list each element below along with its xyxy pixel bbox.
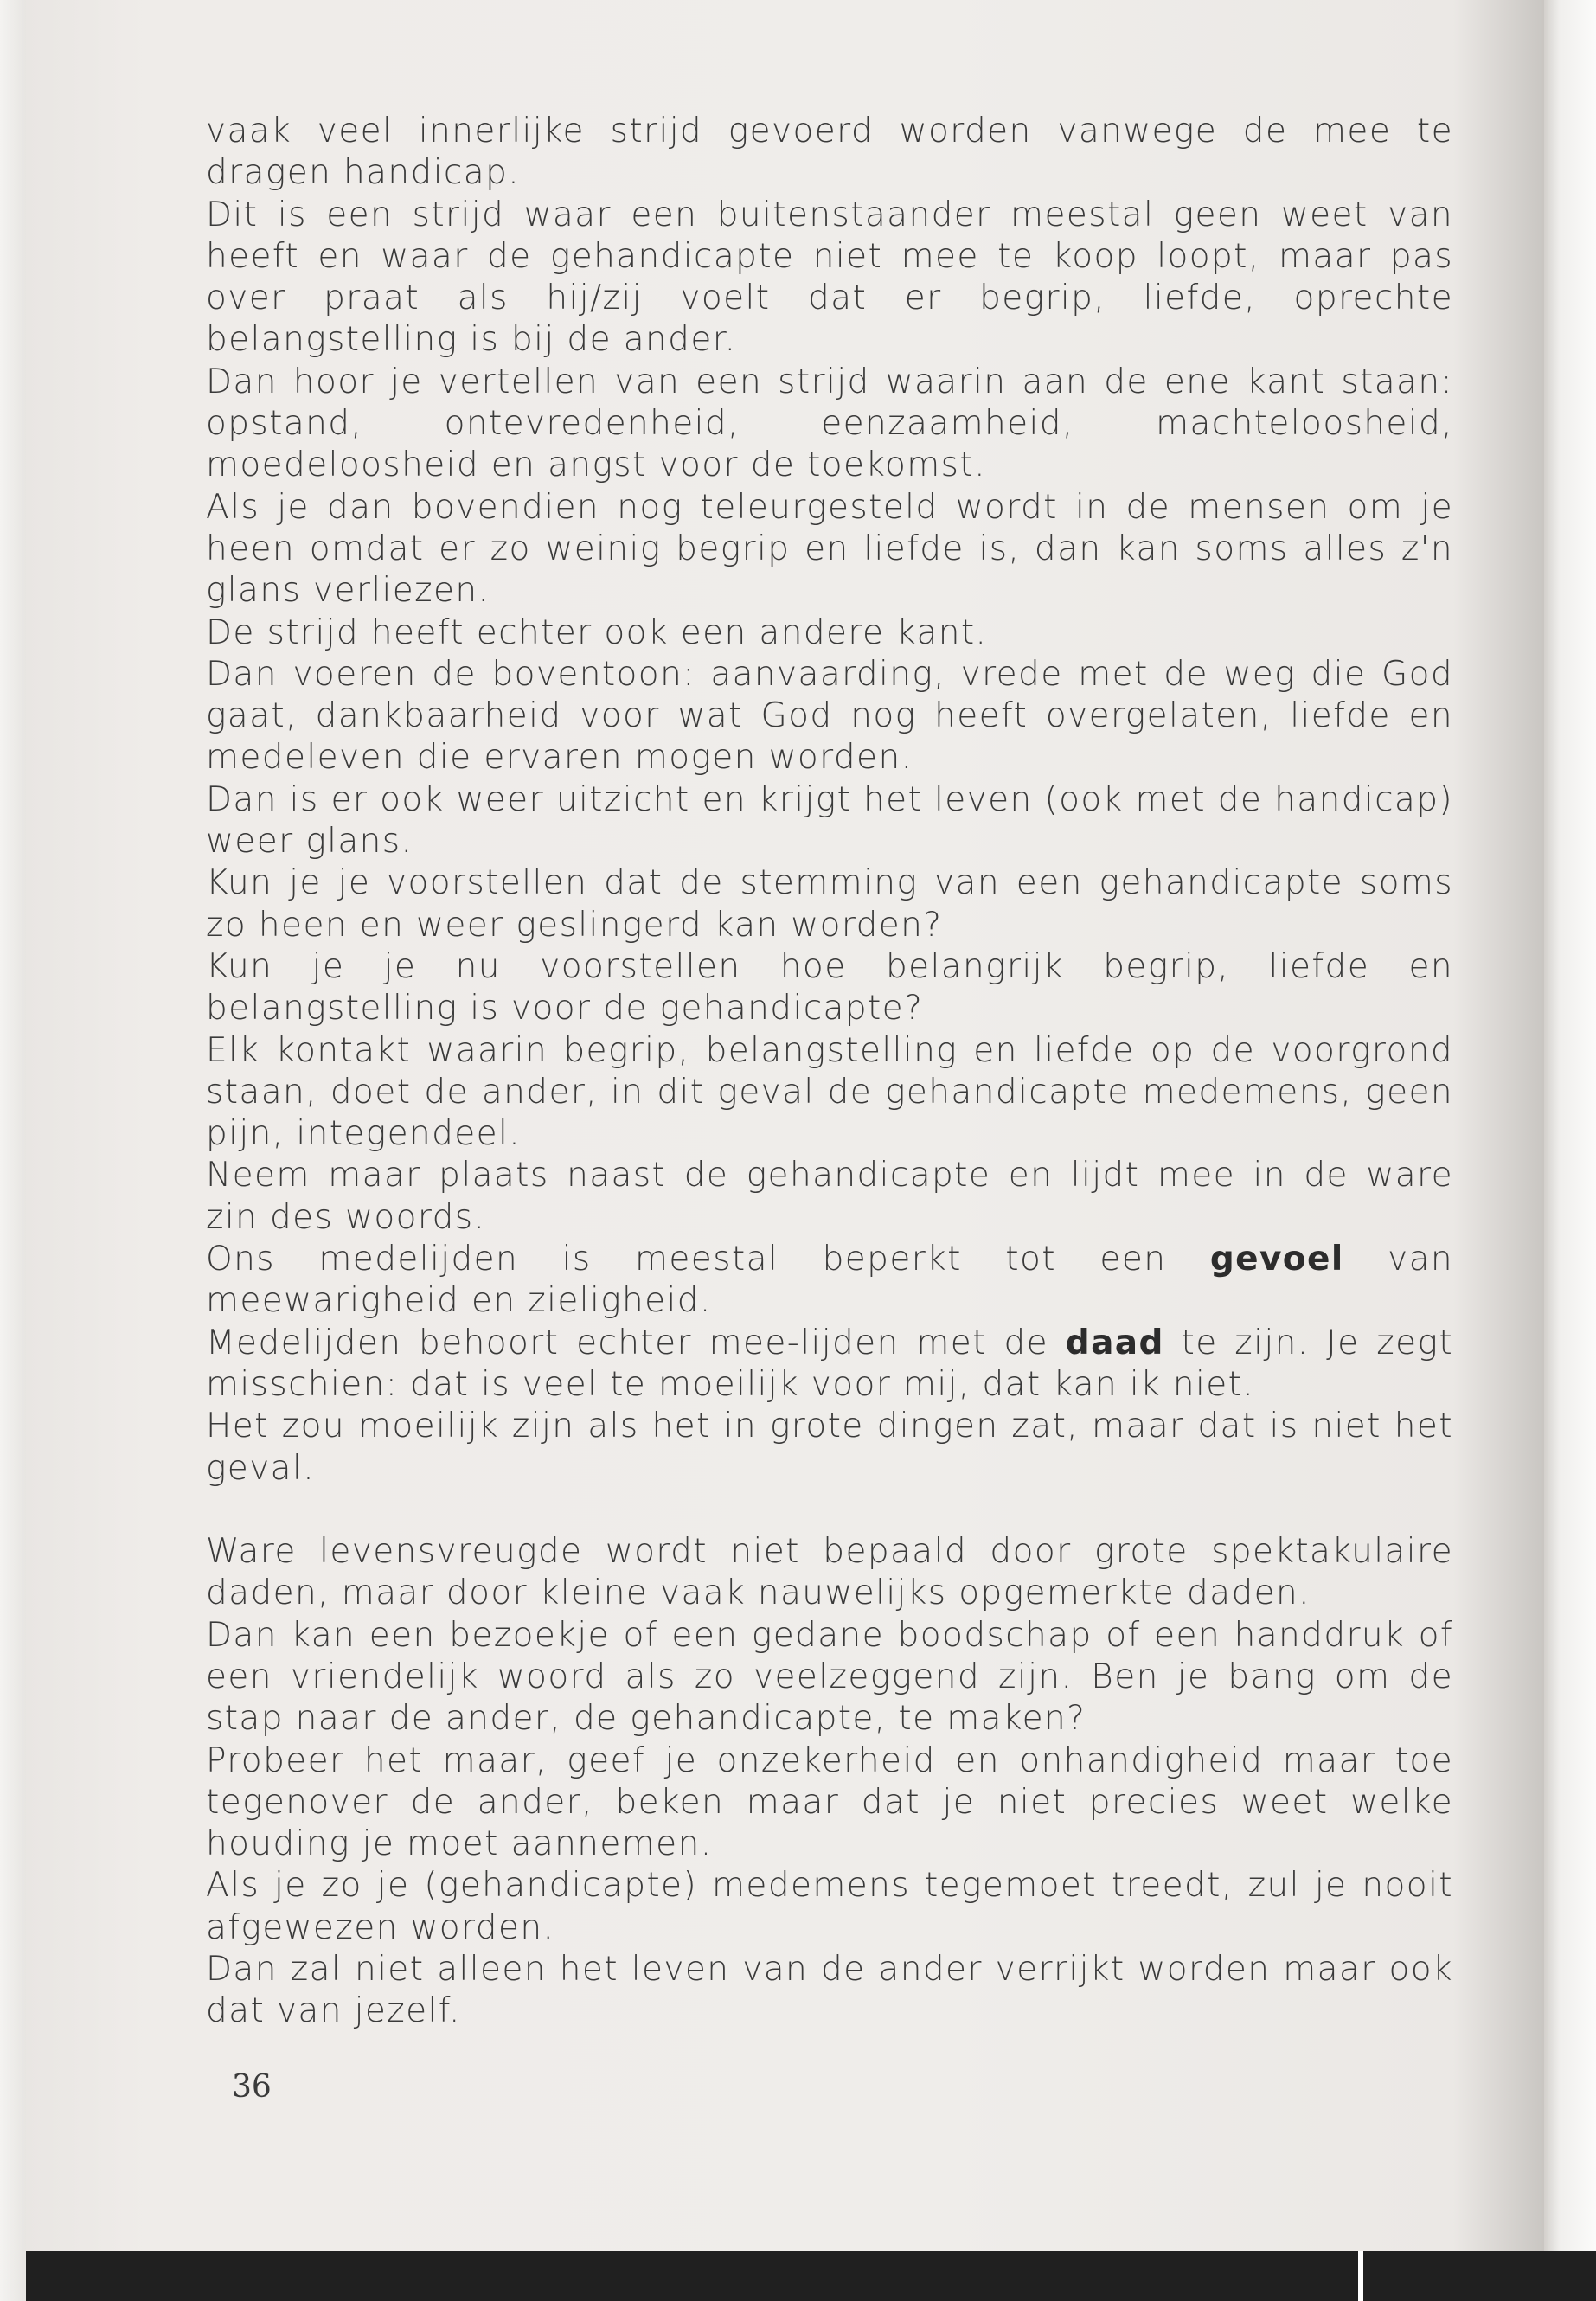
paragraph: vaak veel innerlijke strijd gevoerd worden vanwege de mee te dragen handicap. <box>206 112 1453 193</box>
paragraph: Elk kontakt waarin begrip, belangstelling en liefde op de voorgrond staan, doet de ander, in dit geval de gehandicapte medemens, geen pijn, integendeel. <box>206 1030 1453 1154</box>
paragraph: Probeer het maar, geef je onzekerheid en onhandigheid maar toe tegenover de ander, beken maar dat je niet precies weet welke houding je moet aannemen. <box>206 1740 1453 1864</box>
text-run: Ons medelijden is meestal beperkt tot een <box>206 1240 1210 1279</box>
paragraph: Dan zal niet alleen het leven van de ander verrijkt worden maar ook dat van jezelf. <box>206 1950 1453 2031</box>
book-spine-edge <box>0 0 26 2301</box>
paragraph: Dan is er ook weer uitzicht en krijgt het leven (ook met de handicap) weer glans. <box>206 779 1453 862</box>
scan-edge-mark <box>1358 2251 1363 2301</box>
page-right-edge <box>1544 0 1596 2251</box>
paragraph: Kun je je voorstellen dat de stemming van een gehandicapte soms zo heen en weer geslingerd kan worden? <box>206 863 1453 945</box>
text-run: Medelijden behoort echter mee-lijden met de <box>206 1323 1066 1362</box>
paragraph: Dit is een strijd waar een buitenstaander meestal geen weet van heeft en waar de gehandicapte niet mee te koop loopt, maar pas over praat als hij/zij voelt dat er begrip, liefde, oprechte belangstelling is bij de ander. <box>206 195 1453 360</box>
page-body-text <box>206 111 1453 2033</box>
paragraph: Dan hoor je vertellen van een strijd waarin aan de ene kant staan: opstand, ontevredenheid, eenzaamheid, machteloosheid, moedeloosheid en angst voor de toekomst. <box>206 362 1453 485</box>
text-run: te zijn. Je zegt misschien: dat is veel te moeilijk voor mij, dat kan ik niet. <box>206 1323 1454 1404</box>
paragraph: De strijd heeft echter ook een andere kant. <box>206 612 988 652</box>
section-gap <box>206 1490 1453 1531</box>
paragraph: Kun je je nu voorstellen hoe belangrijk begrip, liefde en belangstelling is voor de gehandicapte? <box>206 946 1453 1029</box>
paragraph-gevoel <box>206 1239 1453 1323</box>
paragraph: Het zou moeilijk zijn als het in grote dingen zat, maar dat is niet het geval. <box>206 1407 1453 1488</box>
text-run: van meewarigheid en zieligheid. <box>206 1240 1453 1321</box>
page-number: 36 <box>232 2069 272 2105</box>
paragraph: Neem maar plaats naast de gehandicapte en lijdt mee in de ware zin des woords. <box>206 1156 1453 1237</box>
paragraph-daad <box>206 1323 1453 1407</box>
paragraph: Dan voeren de boventoon: aanvaarding, vrede met de weg die God gaat, dankbaarheid voor wat God nog heeft overgelaten, liefde en medeleven die ervaren mogen worden. <box>206 654 1453 778</box>
paragraph: Ware levensvreugde wordt niet bepaald door grote spektakulaire daden, maar door kleine vaak nauwelijks opgemerkte daden. <box>206 1532 1453 1613</box>
paragraph: Dan kan een bezoekje of een gedane boodschap of een handdruk of een vriendelijk woord als zo veelzeggend zijn. Ben je bang om de stap naar de ander, de gehandicapte, te maken? <box>206 1615 1453 1739</box>
bold-word: daad <box>1065 1323 1164 1362</box>
paragraph: Als je zo je (gehandicapte) medemens tegemoet treedt, zul je nooit afgewezen worden. <box>206 1866 1453 1947</box>
paragraph: Als je dan bovendien nog teleurgesteld wordt in de mensen om je heen omdat er zo weinig begrip en liefde is, dan kan soms alles z'n glans verliezen. <box>206 487 1453 611</box>
bold-word: gevoel <box>1209 1240 1344 1279</box>
